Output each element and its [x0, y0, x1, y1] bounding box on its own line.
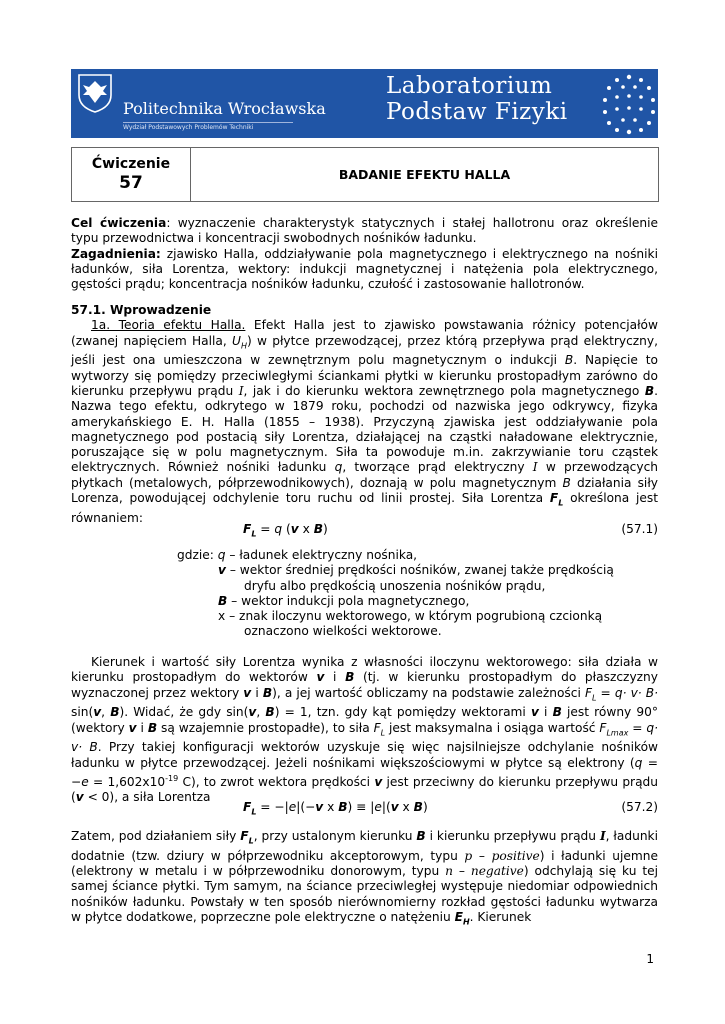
equation-57-2-number: (57.2)	[621, 800, 658, 814]
exercise-number: 57	[119, 173, 143, 193]
lab-title-line1: Laboratorium	[386, 73, 553, 99]
equation-57-2: $F_L = -|e|(-v$ x B) ≡ |e|(v x B)	[243, 800, 428, 817]
university-name: Politechnika Wrocławska	[123, 99, 326, 118]
lab-title-line2: Podstaw Fizyki	[386, 99, 568, 125]
topics-label: Zagadnienia:	[71, 246, 161, 261]
legend-line-q: gdzie: q – ładunek elektryczny nośnika,	[177, 548, 418, 562]
title-box	[71, 147, 659, 202]
page-number: 1	[646, 952, 654, 966]
topics-text: zjawisko Halla, oddziaływanie pola magnetycznego i elektrycznego na nośniki ładunków, siła Lorentza, wektory: indukcji magnetycznej i natężenia pola elektrycznego, gęstości prądu; koncentracja nośników ładunku, czułość i zastosowanie hallotronów.	[71, 246, 658, 292]
header-banner	[71, 69, 658, 138]
faculty-name: Wydział Podstawowych Problemów Techniki	[123, 122, 293, 131]
subsection-heading: 1a. Teoria efektu Halla.	[91, 318, 246, 333]
equation-57-1: $F_L = q$ (v x B)	[243, 522, 328, 539]
symbol-legend	[177, 548, 637, 640]
university-crest-icon	[77, 73, 113, 113]
exercise-title: BADANIE EFEKTU HALLA	[338, 167, 511, 182]
aim-label: Cel ćwiczenia	[71, 216, 167, 230]
final-paragraph: Zatem, pod działaniem siły $F_L$, przy ustalonym kierunku B i kierunku przepływu prądu I, ładunki dodatnie (tzw. dziury w półprzewodniku akceptorowym, typu p – positive) i ładunki ujemne (elektrony w metalu i w półprzewodniku donorowym, typu n – negative) odchylają się ku tej samej ściance płytki. Tym samym, na ściance przeciwległej występuje niedomiar odpowiednich nośników ładunku. Powstały w ten sposób nierównomierny rozkład gęstości ładunku wytwarza w płytce dodatkowe, poprzeczne pole elektryczne o natężeniu $E_H$. Kierunek	[71, 829, 658, 927]
intro-block	[71, 216, 658, 292]
aim-paragraph	[71, 216, 658, 247]
legend-line-b: B – wektor indukcji pola magnetycznego,	[218, 593, 470, 608]
aim-text: : wyznaczenie charakterystyk statycznych i stałej hallotronu oraz określenie typu przewodnictwa i koncentracji swobodnych nośników ładunku.	[71, 216, 658, 246]
legend-line-v: v – wektor średniej prędkości nośników, zwanej także prędkością	[218, 563, 614, 578]
lorentz-paragraph: Kierunek i wartość siły Lorentza wynika z własności iloczynu wektorowego: siła działa w kierunku prostopadłym do wektorów v i B (tj. w kierunku prostopadłym do płaszczyzny wyznaczonej przez wektory v i B), a jej wartość obliczamy na podstawie zależności $F_L = q\cdot v\cdot B\cdot \sin(v$, B). Widać, że gdy sin(v, B) = 1, tzn. gdy kąt pomiędzy wektorami v i B jest równy 90° (wektory v i B są wzajemnie prostopadłe), to siła $F_L$ jest maksymalna i osiąga wartość $F_{Lmax} = q\cdot v\cdot B$. Przy takiej konfiguracji wektorów uzyskuje się więc najsilniejsze odchylanie nośników ładunku w płytce przewodzącej. Jeżeli nośnikami większościowymi w płytce są elektrony ($q = -e = 1,602x10^{-19}$ C), to zwrot wektora prędkości v jest przeciwny do kierunku przepływu prądu (v < 0), a siła Lorentza	[71, 655, 659, 805]
section-intro	[71, 303, 658, 526]
final-paragraph-block	[71, 829, 658, 930]
lorentz-paragraph-block	[71, 655, 658, 806]
intro-paragraph: 1a. Teoria efektu Halla. Efekt Halla jest to zjawisko powstawania różnicy potencjałów (zwanej napięciem Halla, $U_H$) w płytce przewodzącej, przez którą przepływa prąd elektryczny, jeśli jest ona umieszczona w zewnętrznym polu magnetycznym o indukcji B. Napięcie to wytworzy się pomiędzy przeciwległymi ściankami płytki w kierunku prostopadłym zarówno do kierunku przepływu prądu I, jak i do kierunku wektora zewnętrznego pola magnetycznego B. Nazwa tego efektu, odkrytego w 1879 roku, pochodzi od nazwiska jego odkrywcy, fizyka amerykańskiego E. H. Halla (1855 – 1938). Przyczyną zjawiska jest oddziaływanie pola magnetycznego pod postacią siły Lorentza, działającej na cząstki naładowane elektrycznie, poruszające się w polu magnetycznym. Siła ta powoduje m.in. zakrzywianie toru cząstek elektrycznych. Również nośniki ładunku q, tworzące prąd elektryczny I w przewodzących płytkach (metalowych, półprzewodnikowych), doznają w polu magnetycznym B działania siły Lorenza, powodującej odchylenie toru ruchu od linii prostej. Siła Lorentza $F_L$ określona jest równaniem:	[71, 318, 659, 525]
legend-line-x: x – znak iloczynu wektorowego, w którym pogrubioną czcionką	[218, 609, 603, 624]
exercise-cell	[72, 148, 191, 201]
equation-57-1-number: (57.1)	[621, 522, 658, 536]
legend-line-v-cont: dryfu albo prędkością unoszenia nośników prądu,	[244, 578, 546, 593]
legend-line-x-cont: oznaczono wielkości wektorowe.	[244, 624, 442, 639]
section-heading: 57.1. Wprowadzenie	[71, 303, 212, 317]
exercise-label: Ćwiczenie	[91, 156, 171, 172]
topics-paragraph	[71, 247, 658, 293]
globe-dots-icon	[601, 73, 657, 135]
